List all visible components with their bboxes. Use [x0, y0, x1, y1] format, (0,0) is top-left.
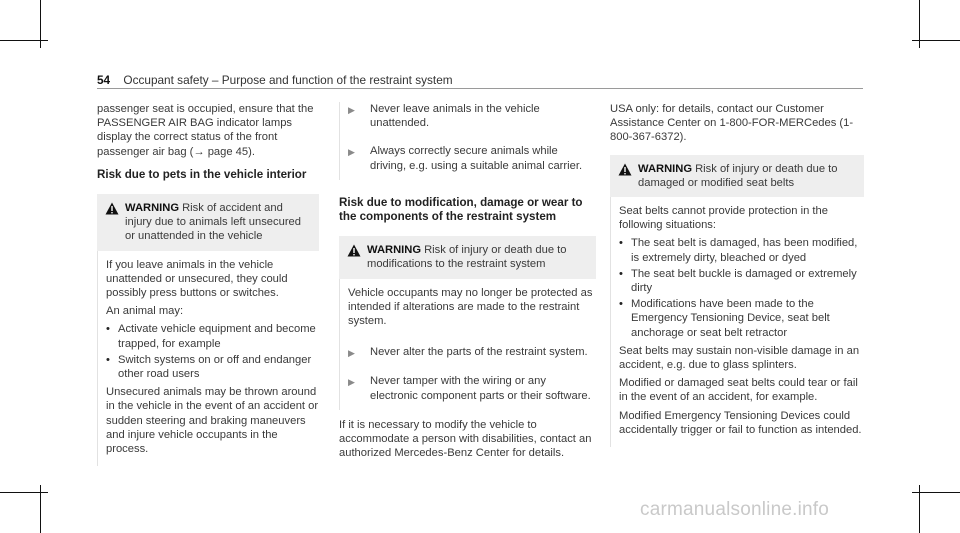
- warning-body: [339, 279, 596, 339]
- column-middle: [339, 102, 596, 464]
- warning-triangle-icon: [347, 244, 361, 257]
- arrow-right-icon: ▶: [348, 377, 355, 388]
- warning-triangle-icon: [618, 163, 632, 176]
- warning-box: [339, 236, 596, 278]
- list-item: ▶ Never leave animals in the vehicle unattended.: [339, 102, 596, 137]
- list-item: ▶ Never tamper with the wiring or any electronic component parts or their software.: [339, 367, 596, 409]
- list-item: ▶ Always correctly secure animals while driving, e.g. using a suitable animal carrier.: [339, 137, 596, 179]
- warning-text: Risk of injury or death due to damaged or modified seat belts: [638, 162, 838, 189]
- page-header-title: Occupant safety – Purpose and function of the restraint system: [123, 73, 453, 87]
- column-right: [610, 102, 864, 447]
- warning-body: [97, 251, 319, 467]
- warning-text: Risk of accident and injury due to animals left unsecured or unattended in the vehicle: [125, 202, 301, 243]
- crop-mark: [912, 40, 960, 41]
- warning-triangle-icon: [105, 202, 119, 215]
- subheading-pets: Risk due to pets in the vehicle interior: [97, 167, 307, 181]
- crop-mark: [912, 492, 960, 493]
- crop-mark: [0, 40, 48, 41]
- arrow-right-icon: ▶: [348, 348, 355, 359]
- list-item: • Modifications have been made to the Emergency Tensioning Device, seat belt anchorage or seat belt retractor: [619, 298, 830, 339]
- intro-paragraph: passenger seat is occupied, ensure that the PASSENGER AIR BAG indicator lamps display the correct status of the front passenger air bag (→ page 45).: [97, 103, 314, 158]
- body-paragraph: Modified Emergency Tensioning Devices could accidentally trigger or fail to function as intended.: [619, 409, 862, 436]
- crop-mark: [0, 492, 48, 493]
- body-paragraph: Vehicle occupants may no longer be protected as intended if alterations are made to the restraint system.: [348, 286, 593, 328]
- arrow-right-icon: ▶: [348, 105, 355, 115]
- warning-label: WARNING: [367, 244, 422, 257]
- list-item: • Activate vehicle equipment and become trapped, for example: [106, 323, 316, 350]
- page-number: 54: [97, 73, 111, 87]
- body-paragraph: Unsecured animals may be thrown around in the vehicle in the event of an accident or sudden steering and braking maneuvers and injure vehicle occupants in the process.: [106, 386, 319, 456]
- body-paragraph: If it is necessary to modify the vehicle to accommodate a person with disabilities, contact an authorized Mercedes-Benz Center for details.: [339, 418, 592, 460]
- intro-paragraph: USA only: for details, contact our Customer Assistance Center on 1-800-FOR-MERCedes (1-800-367-6372).: [610, 103, 854, 144]
- list-item: • The seat belt buckle is damaged or extremely dirty: [619, 267, 857, 295]
- header-divider: [97, 88, 863, 89]
- warning-label: WARNING: [638, 162, 693, 175]
- warning-label: WARNING: [125, 202, 180, 215]
- column-left: [97, 102, 319, 466]
- body-paragraph: Seat belts cannot provide protection in the following situations:: [619, 205, 828, 232]
- warning-text: Risk of injury or death due to modifications to the restraint system: [367, 244, 567, 271]
- warning-body: [610, 197, 864, 447]
- list-item: ▶ Never alter the parts of the restraint system.: [339, 338, 596, 367]
- subheading-modification: Risk due to modification, damage or wear to the components of the restraint system: [339, 195, 583, 224]
- body-paragraph: Modified or damaged seat belts could tear or fail in the event of an accident, for example.: [619, 377, 858, 404]
- list-item: • Switch systems on or off and endanger other road users: [106, 353, 312, 381]
- arrow-right-icon: ▶: [348, 147, 355, 158]
- warning-box: [97, 194, 319, 251]
- body-paragraph: An animal may:: [106, 305, 184, 318]
- list-item: • The seat belt is damaged, has been modified, is extremely dirty, bleached or dyed: [619, 237, 858, 264]
- body-paragraph: If you leave animals in the vehicle unattended or unsecured, they could possibly press buttons or switches.: [106, 258, 288, 300]
- warning-box: [610, 155, 864, 197]
- body-paragraph: Seat belts may sustain non-visible damage in an accident, e.g. due to glass splinters.: [619, 344, 860, 372]
- watermark: carmanualsonline.info: [640, 499, 830, 520]
- page-header: [97, 73, 453, 87]
